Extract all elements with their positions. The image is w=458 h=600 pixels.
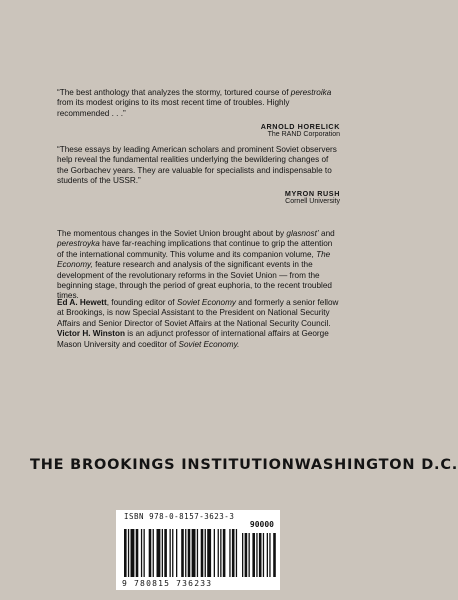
barcode-bar [223,529,226,577]
blurb-attribution [57,122,340,140]
reviewer-name: MYRON RUSH [284,189,340,199]
editor-bio: Ed A. Hewett, founding editor of Soviet Economy and formerly a senior fellow at Brookings, is now Special Assistant to the President on National Security Affairs and Senior Director of Soviet Affairs at the National Security Council. Victor H. Winston is an adjunct professor of international affairs at George Mason University and coeditor of Soviet Economy. [57,298,339,349]
book-description: The momentous changes in the Soviet Union brought about by glasnost’ and perestroyka have far-reaching implications that continue to grip the attention of the international community. This volume and its companion volume, The Economy, feature research and analysis of the significant events in the development of the revolutionary reforms in the Soviet Union — from the beginning stage, through the period of great euphoria, to the recent troubled times. [57,229,335,301]
addon-bar [249,533,250,577]
barcode-bar [153,529,154,577]
barcode-bar [205,529,206,577]
barcode-bar [141,529,142,577]
barcode-bar [232,529,235,577]
addon-bar [242,533,243,577]
barcode [116,510,280,590]
addon-bar [256,533,257,577]
barcode-bar [188,529,191,577]
barcode-bar [214,529,215,577]
barcode-bar [149,529,152,577]
barcode-bar [176,529,177,577]
barcode-bar [185,529,186,577]
reviewer-affiliation: The RAND Corporation [267,130,340,138]
barcode-bar [131,529,135,577]
ean-number: 9 780815 736233 [122,579,213,588]
isbn-text: ISBN 978-0-8157-3623-3 [124,512,235,521]
barcode-bar [201,529,204,577]
editor-name: Ed A. Hewett [57,298,107,307]
publisher-location: WASHINGTON D.C. [294,457,458,473]
blurb-attribution [57,189,340,207]
blurb-quote: “These essays by leading American scholars and prominent Soviet observers help reveal the fundamental realities underlying the bewildering changes of the Gorbachev years. They are valuable for specialists and indispensable to students of the USSR.” [57,145,337,185]
barcode-bar [128,529,129,577]
barcode-bar [170,529,171,577]
price-code: 90000 [249,520,274,529]
editor-name: Victor H. Winston [57,329,126,339]
blurb-rush [57,145,340,207]
barcode-bars [124,529,274,579]
barcode-bar [236,529,237,577]
barcode-bar [172,529,173,577]
reviewer-name: ARNOLD HORELICK [260,121,340,131]
publisher-line [30,457,458,473]
barcode-bar [164,529,167,577]
blurb-quote: “The best anthology that analyzes the stormy, tortured course of perestroika from its modest origins to its most recent time of troubles. Highly recommended . . .” [57,88,332,118]
barcode-bar [181,529,184,577]
barcode-bar [192,529,196,577]
barcode-bar [218,529,219,577]
barcode-bar [220,529,221,577]
reviewer-affiliation: Cornell University [285,198,340,206]
barcode-bar [197,529,198,577]
barcode-bar [124,529,127,577]
barcode-bar [162,529,163,577]
addon-bar [263,533,264,577]
addon-bar [273,533,276,577]
barcode-bar [157,529,161,577]
addon-bar [269,533,270,577]
addon-bar [267,533,268,577]
blurb-horelick [57,88,340,139]
addon-bar [252,533,255,577]
barcode-bar [136,529,139,577]
addon-bar [245,533,248,577]
barcode-bar [207,529,211,577]
publisher-name: THE BROOKINGS INSTITUTION [30,457,295,473]
addon-bar [259,533,262,577]
barcode-bar [229,529,230,577]
barcode-bar [144,529,145,577]
